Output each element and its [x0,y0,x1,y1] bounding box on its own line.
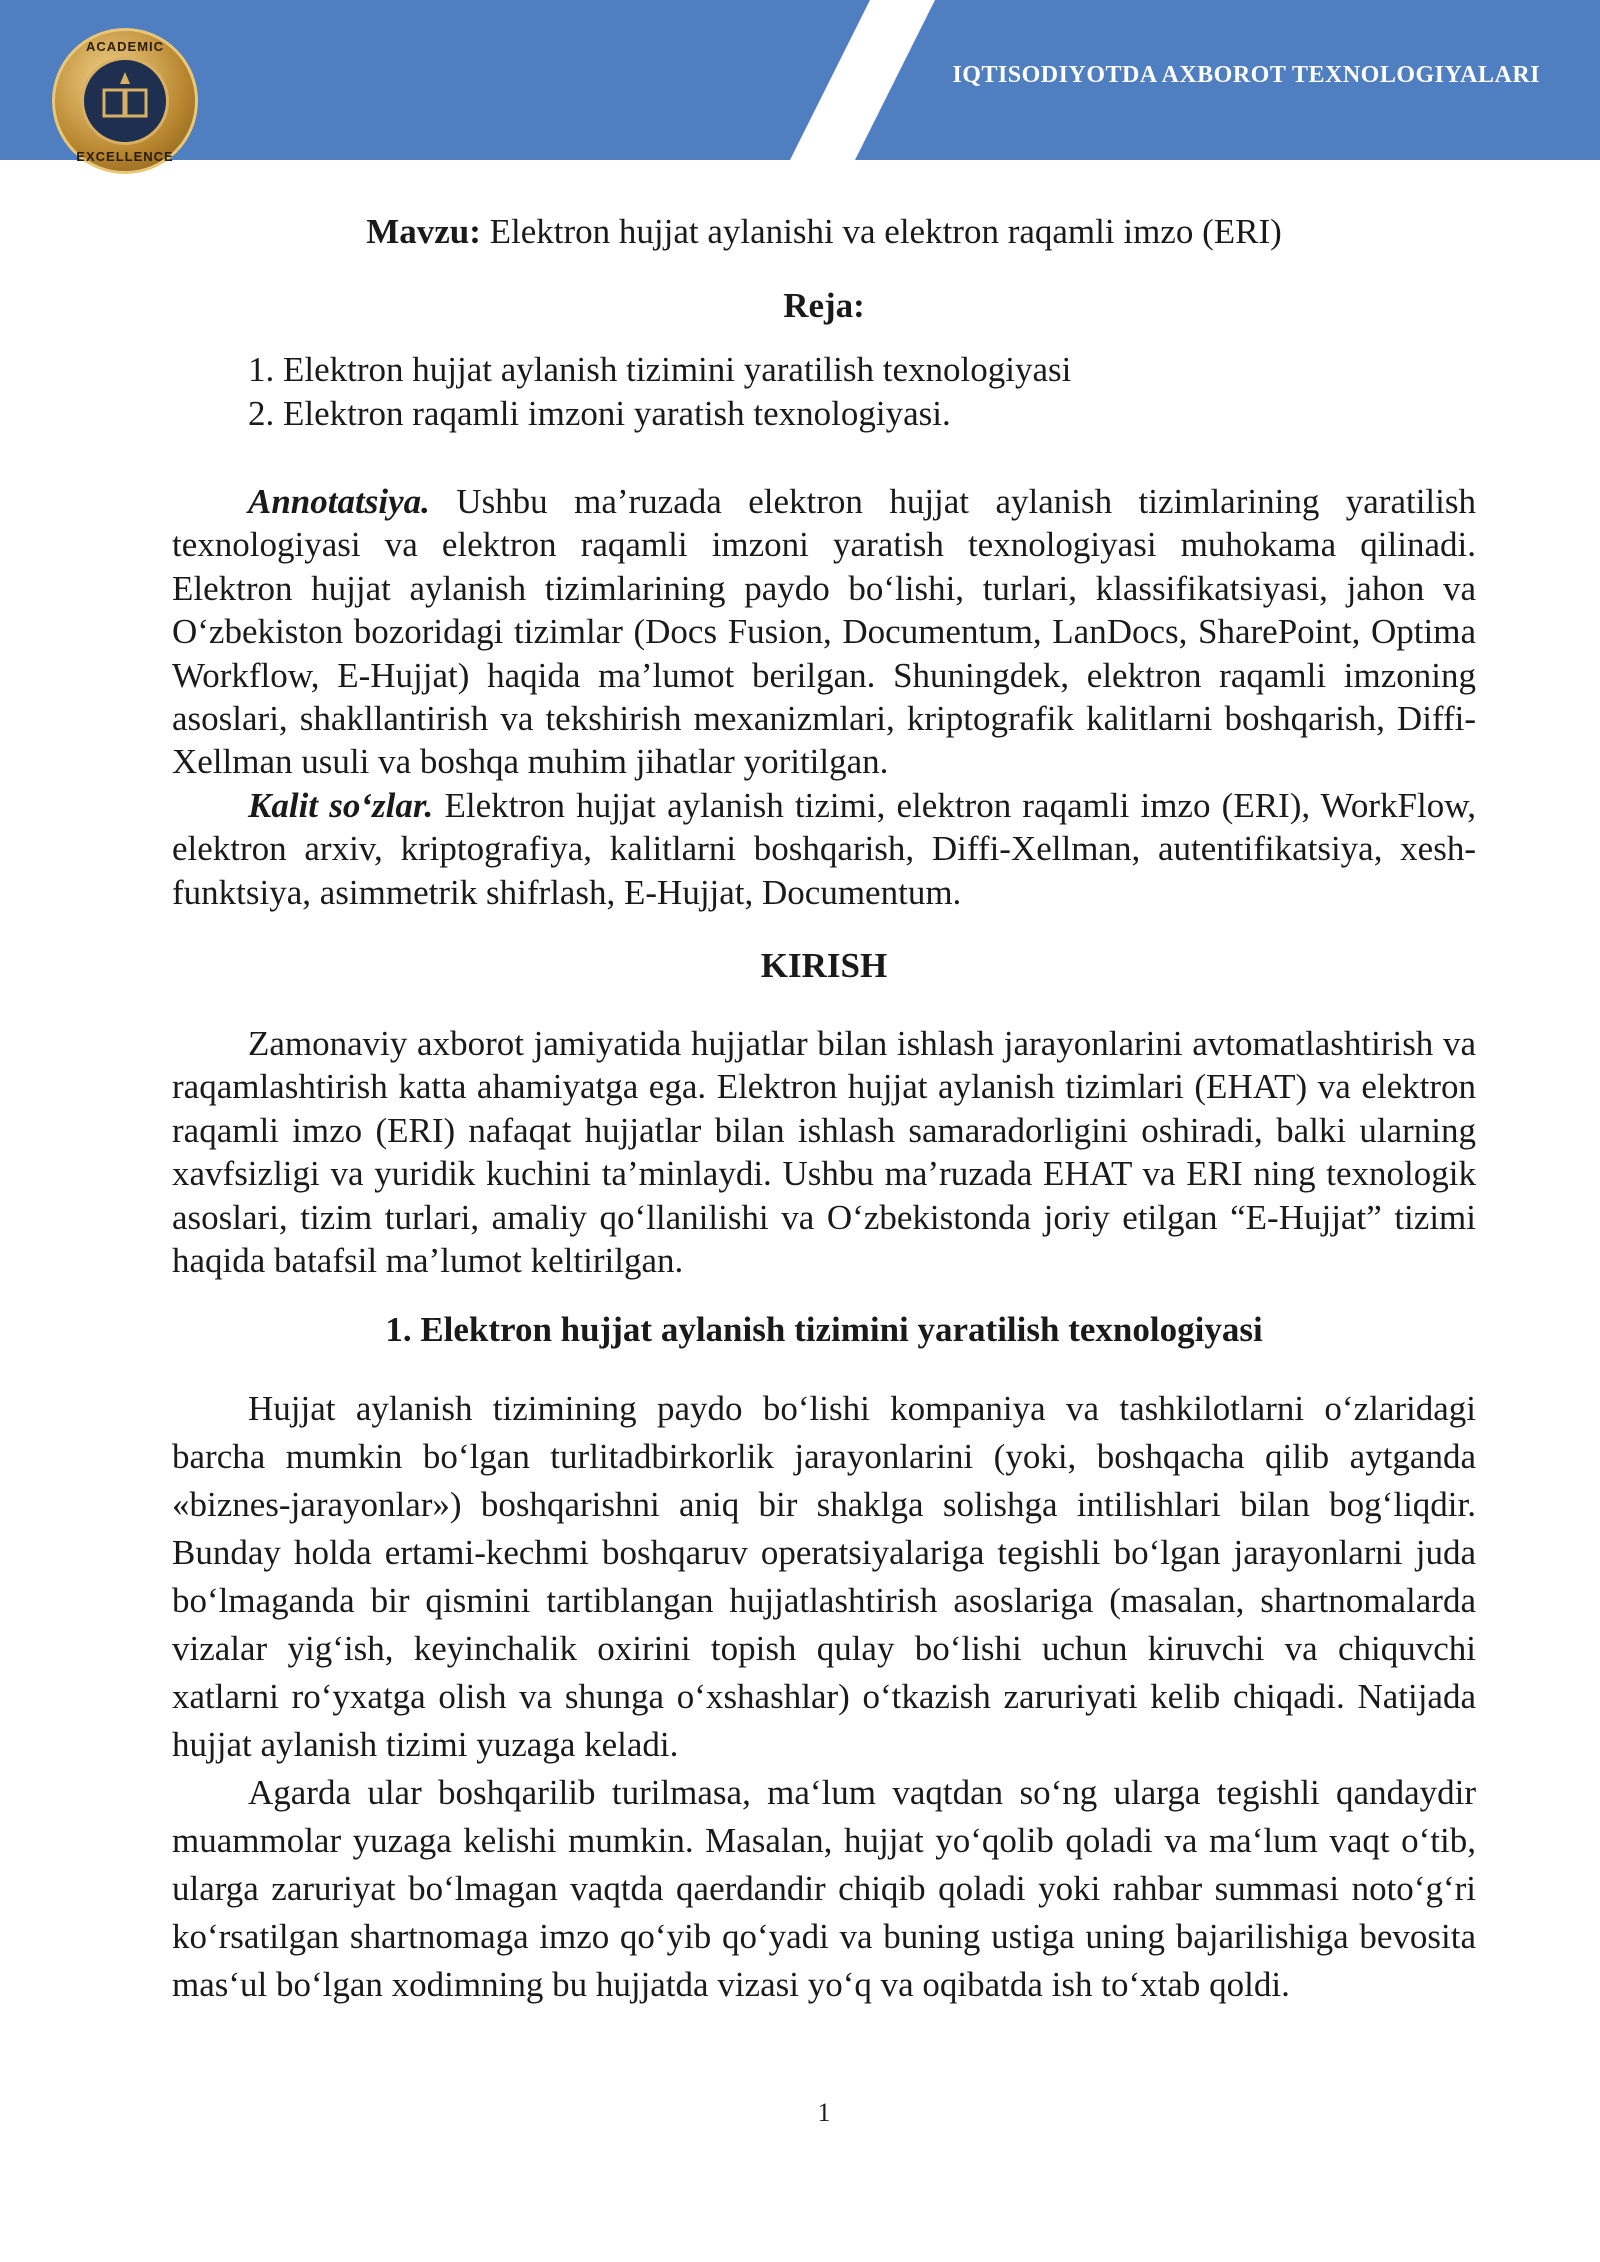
plan-item: 1. Elektron hujjat aylanish tizimini yaratilish texnologiyasi [248,350,1072,389]
academic-excellence-logo [52,28,198,174]
annotation-block [172,480,1476,914]
header-bar [0,0,1600,164]
intro-block [172,1022,1476,1282]
section-1-paragraph: Hujjat aylanish tizimining paydo bo‘lishi kompaniya va tashkilotlarni o‘zlaridagi barcha mumkin bo‘lgan turlitadbirkorlik jarayonlarini (yoki, boshqacha qilib aytganda «biznes-jarayonlar») boshqarishni aniq bir shaklga solishga intilishlari bilan bog‘liqdir. Bunday holda ertami-kechmi boshqaruv operatsiyalariga tegishli bo‘lgan jarayonlarni juda bo‘lmaganda bir qismini tartiblangan hujjatlashtirish asoslariga (masalan, shartnomalarda vizalar yig‘ish, keyinchalik oxirini topish qulay bo‘lishi uchun kiruvchi va chiquvchi xatlarni ro‘yxatga olish va shunga o‘xshashlar) o‘tkazish zaruriyati kelib chiqadi. Natijada hujjat aylanish tizimi yuzaga keladi. [172,1389,1476,1764]
plan-list [248,348,1071,436]
logo-text-bottom: EXCELLENCE [76,149,174,164]
topic-label: Mavzu: [366,212,481,251]
page-number: 1 [817,2098,831,2127]
section-1-paragraph: Agarda ular boshqarilib turilmasa, ma‘lum vaqtdan so‘ng ularga tegishli qandaydir muammolar yuzaga kelishi mumkin. Masalan, hujjat yo‘qolib qoladi va ma‘lum vaqt o‘tib, ularga zaruriyat bo‘lmagan vaqtda qaerdandir chiqib qoladi yoki rahbar summasi noto‘g‘ri ko‘rsatilgan shartnomaga imzo qo‘yib qo‘yadi va buning ustiga uning bajarilishiga bevosita mas‘ul bo‘lgan xodimning bu hujjatda vizasi yo‘q va oqibatda ish to‘xtab qoldi. [172,1773,1476,2004]
annotation-label: Annotatsiya. [248,482,430,521]
intro-paragraph: Zamonaviy axborot jamiyatida hujjatlar bilan ishlash jarayonlarini avtomatlashtirish va raqamlashtirish katta ahamiyatga ega. Elektron hujjat aylanish tizimlari (EHAT) va elektron raqamli imzo (ERI) nafaqat hujjatlar bilan ishlash samaradorligini oshiradi, balki ularning xavfsizligi va yuridik kuchini ta’minlaydi. Ushbu ma’ruzada EHAT va ERI ning texnologik asoslari, tizim turlari, amaliy qo‘llanilishi va O‘zbekistonda joriy etilgan “E-Hujjat” tizimi haqida batafsil ma’lumot keltirilgan. [172,1024,1476,1281]
topic-line [172,210,1476,254]
section-1-title: 1. Elektron hujjat aylanish tizimini yaratilish texnologiyasi [385,1310,1263,1349]
keywords-paragraph [172,784,1476,914]
topic-text: Elektron hujjat aylanishi va elektron raqamli imzo (ERI) [480,212,1282,251]
section-1-body [172,1385,1476,2009]
logo-book-icon [81,57,169,145]
keywords-label: Kalit so‘zlar. [248,785,434,825]
annotation-paragraph [172,480,1476,784]
logo-text-top: ACADEMIC [85,39,165,54]
header-title: IQTISODIYOTDA AXBOROT TEXNOLOGIYALARI [952,62,1540,88]
plan-item: 2. Elektron raqamli imzoni yaratish texnologiyasi. [248,394,951,433]
keywords-text: Elektron hujjat aylanish tizimi, elektron raqamli imzo (ERI), WorkFlow, elektron arxiv, kriptografiya, kalitlarni boshqarish, Diffi-Xellman, autentifikatsiya, xesh-funktsiya, asimmetrik shifrlash, E-Hujjat, Documentum. [172,785,1476,912]
plan-title: Reja: [783,286,865,325]
intro-title: KIRISH [760,946,888,985]
annotation-text: Ushbu ma’ruzada elektron hujjat aylanish tizimlarining yaratilish texnologiyasi va elektron raqamli imzoni yaratish texnologiyasi muhokama qilinadi. Elektron hujjat aylanish tizimlarining paydo bo‘lishi, turlari, klassifikatsiyasi, jahon va O‘zbekiston bozoridagi tizimlar (Docs Fusion, Documentum, LanDocs, SharePoint, Optima Workflow, E-Hujjat) haqida ma’lumot berilgan. Shuningdek, elektron raqamli imzoning asoslari, shakllantirish va tekshirish mexanizmlari, kriptografik kalitlarni boshqarish, Diffi-Xellman usuli va boshqa muhim jihatlar yoritilgan. [172,482,1476,782]
